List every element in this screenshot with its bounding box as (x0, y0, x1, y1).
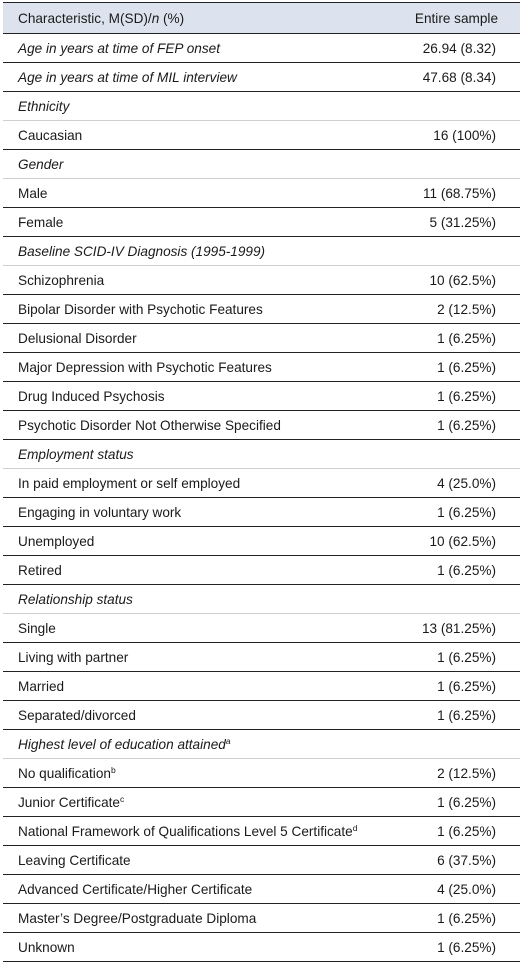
row-value: 4 (25.0%) (400, 469, 520, 498)
row-value: 1 (6.25%) (400, 382, 520, 411)
row-value: 2 (12.5%) (400, 295, 520, 324)
row-value (400, 730, 520, 759)
row-label (3, 179, 400, 208)
table-row (3, 411, 520, 440)
row-label (3, 875, 400, 904)
row-label (3, 382, 400, 411)
table-row (3, 353, 520, 382)
row-label-text: Ethnicity (18, 98, 70, 114)
row-value: 1 (6.25%) (400, 643, 520, 672)
row-label-text: National Framework of Qualifications Level 5 Certificate (18, 823, 353, 839)
row-label-text: Baseline SCID-IV Diagnosis (1995-1999) (18, 243, 266, 259)
column-header-entire-sample: Entire sample (400, 3, 520, 34)
row-value (400, 440, 520, 469)
row-label (3, 672, 400, 701)
table-row (3, 179, 520, 208)
row-value: 4 (25.0%) (400, 875, 520, 904)
row-label (3, 295, 400, 324)
row-label (3, 933, 400, 962)
table-row (3, 295, 520, 324)
section-header-row (3, 585, 520, 614)
row-label-text: Living with partner (18, 649, 129, 665)
table-row (3, 672, 520, 701)
row-value (400, 585, 520, 614)
row-value: 5 (31.25%) (400, 208, 520, 237)
row-value: 1 (6.25%) (400, 933, 520, 962)
row-value: 13 (81.25%) (400, 614, 520, 643)
row-label (3, 643, 400, 672)
row-value: 47.68 (8.34) (400, 63, 520, 92)
row-label-text: Delusional Disorder (18, 330, 137, 346)
section-header-row (3, 440, 520, 469)
row-value (400, 150, 520, 179)
row-value (400, 237, 520, 266)
row-label-text: Age in years at time of FEP onset (18, 40, 220, 56)
row-label (3, 324, 400, 353)
row-label-text: Engaging in voluntary work (18, 504, 182, 520)
row-label-text: Caucasian (18, 127, 83, 143)
section-header-row (3, 237, 520, 266)
row-value: 1 (6.25%) (400, 788, 520, 817)
table-row (3, 846, 520, 875)
row-label-text: Age in years at time of MIL interview (18, 69, 237, 85)
row-label (3, 34, 400, 63)
table-row (3, 556, 520, 585)
row-label-text: Schizophrenia (18, 272, 105, 288)
row-label-text: No qualification (18, 765, 111, 781)
table-row (3, 788, 520, 817)
row-label (3, 527, 400, 556)
section-header-row (3, 150, 520, 179)
row-label (3, 498, 400, 527)
row-label-text: Major Depression with Psychotic Features (18, 359, 272, 375)
row-label (3, 353, 400, 382)
row-label-text: Employment status (18, 446, 134, 462)
row-label (3, 817, 400, 846)
row-label-text: Psychotic Disorder Not Otherwise Specified (18, 417, 281, 433)
row-value: 1 (6.25%) (400, 498, 520, 527)
table-row (3, 759, 520, 788)
row-value: 16 (100%) (400, 121, 520, 150)
row-label-text: Master’s Degree/Postgraduate Diploma (18, 910, 257, 926)
table-row (3, 875, 520, 904)
table-row (3, 208, 520, 237)
row-label (3, 904, 400, 933)
row-label (3, 266, 400, 295)
row-label-text: Bipolar Disorder with Psychotic Features (18, 301, 263, 317)
row-value: 1 (6.25%) (400, 353, 520, 382)
header-characteristic-n: n (151, 10, 160, 26)
row-value: 11 (68.75%) (400, 179, 520, 208)
row-label-text: In paid employment or self employed (18, 475, 241, 491)
row-label-text: Separated/divorced (18, 707, 136, 723)
row-label (3, 614, 400, 643)
row-value: 10 (62.5%) (400, 266, 520, 295)
row-label (3, 121, 400, 150)
row-label-text: Advanced Certificate/Higher Certificate (18, 881, 253, 897)
row-label-text: Leaving Certificate (18, 852, 131, 868)
section-header-row (3, 730, 520, 759)
row-value: 1 (6.25%) (400, 672, 520, 701)
row-value: 1 (6.25%) (400, 411, 520, 440)
row-value: 26.94 (8.32) (400, 34, 520, 63)
row-label-text: Relationship status (18, 591, 133, 607)
row-label (3, 411, 400, 440)
row-label (3, 846, 400, 875)
header-characteristic-suffix: (%) (159, 10, 185, 26)
row-value: 1 (6.25%) (400, 904, 520, 933)
row-label-text: Female (18, 214, 64, 230)
row-label-text: Unknown (18, 939, 75, 955)
row-label (3, 759, 400, 788)
row-value: 6 (37.5%) (400, 846, 520, 875)
table-row (3, 34, 520, 63)
row-value: 1 (6.25%) (400, 324, 520, 353)
section-header-row (3, 92, 520, 121)
row-value: 10 (62.5%) (400, 527, 520, 556)
header-characteristic-prefix: Characteristic, M(SD)/ (18, 10, 152, 26)
table-row (3, 643, 520, 672)
row-label-text: Married (18, 678, 65, 694)
section-label (3, 150, 400, 179)
row-label (3, 208, 400, 237)
column-header-characteristic (3, 3, 400, 34)
row-label (3, 556, 400, 585)
table-row (3, 933, 520, 962)
row-label-text: Drug Induced Psychosis (18, 388, 165, 404)
row-label-text: Junior Certificate (18, 794, 120, 810)
row-label (3, 788, 400, 817)
table-row (3, 469, 520, 498)
section-label (3, 585, 400, 614)
section-label (3, 440, 400, 469)
demographics-table (3, 2, 520, 962)
section-label (3, 92, 400, 121)
row-value (400, 92, 520, 121)
table-row (3, 266, 520, 295)
table-row (3, 817, 520, 846)
table-row (3, 121, 520, 150)
row-value: 1 (6.25%) (400, 556, 520, 585)
table-header-row (3, 3, 520, 34)
row-label-text: Single (18, 620, 56, 636)
table-row (3, 63, 520, 92)
footnote-marker: c (120, 793, 125, 804)
row-label (3, 469, 400, 498)
footnote-marker: a (225, 735, 231, 746)
table-row (3, 527, 520, 556)
row-label-text: Retired (18, 562, 62, 578)
section-label (3, 237, 400, 266)
row-value: 1 (6.25%) (400, 701, 520, 730)
row-label-text: Unemployed (18, 533, 95, 549)
row-label-text: Gender (18, 156, 64, 172)
row-label (3, 63, 400, 92)
footnote-marker: d (352, 822, 358, 833)
table-body (3, 34, 520, 962)
row-label (3, 701, 400, 730)
table-row (3, 614, 520, 643)
row-value: 1 (6.25%) (400, 817, 520, 846)
row-label-text: Highest level of education attained (18, 736, 226, 752)
table-row (3, 324, 520, 353)
row-label-text: Male (18, 185, 48, 201)
table-row (3, 904, 520, 933)
footnote-marker: b (110, 764, 116, 775)
table-row (3, 701, 520, 730)
section-label (3, 730, 400, 759)
table-row (3, 498, 520, 527)
table-row (3, 382, 520, 411)
row-value: 2 (12.5%) (400, 759, 520, 788)
